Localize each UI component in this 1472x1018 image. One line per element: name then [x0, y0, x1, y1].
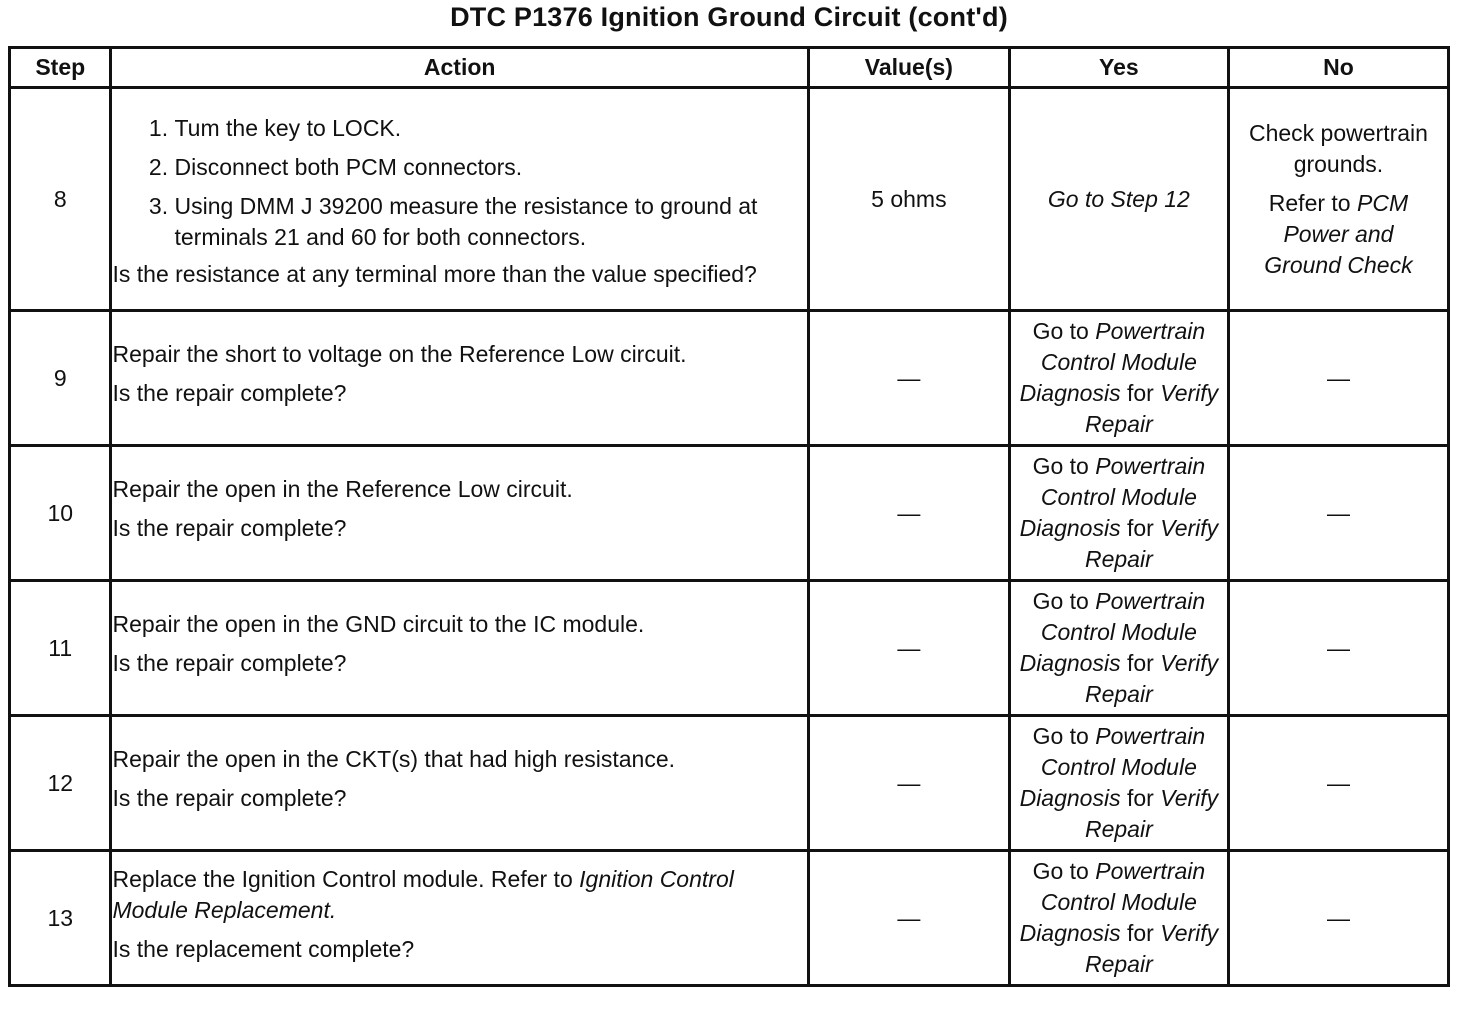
action-step: 2. Disconnect both PCM connectors.	[174, 152, 806, 183]
no-refer	[1230, 188, 1447, 281]
action-text: Repair the open in the Reference Low circuit.	[112, 476, 573, 502]
action-cell	[111, 581, 808, 716]
for-label: for	[1126, 785, 1154, 811]
header-yes: Yes	[1009, 48, 1228, 88]
procedure-link: Powertrain Control Module Diagnosis	[1019, 318, 1206, 406]
goto-label: Go to	[1032, 318, 1089, 344]
value-cell: —	[808, 851, 1009, 986]
yes-cell	[1009, 581, 1228, 716]
step-number: 11	[10, 581, 111, 716]
table-row	[10, 716, 1449, 851]
action-question: Is the resistance at any terminal more than the value specified?	[112, 260, 757, 287]
no-cell: —	[1228, 716, 1448, 851]
table-row	[10, 851, 1449, 986]
action-main: Replace the Ignition Control module. Refer to	[112, 865, 573, 892]
action-text: Repair the short to voltage on the Reference Low circuit.	[112, 341, 687, 367]
value-cell: —	[808, 446, 1009, 581]
action-question: Is the repair complete?	[112, 785, 347, 811]
yes-cell	[1009, 311, 1228, 446]
value-cell: —	[808, 581, 1009, 716]
goto-label: Go to	[1032, 453, 1089, 479]
action-cell	[111, 716, 808, 851]
action-text: Repair the open in the CKT(s) that had high resistance.	[112, 746, 676, 772]
step-number: 9	[10, 311, 111, 446]
no-cell: —	[1228, 311, 1448, 446]
no-instruction: Check powertrain grounds.	[1248, 119, 1428, 177]
header-values: Value(s)	[808, 48, 1009, 88]
procedure-link: Ignition Control Module Replacement.	[112, 865, 734, 923]
header-step: Step	[10, 48, 111, 88]
procedure-link: Powertrain Control Module Diagnosis	[1019, 453, 1206, 541]
step-number: 10	[10, 446, 111, 581]
no-cell: —	[1228, 851, 1448, 986]
goto-label: Go to	[1032, 588, 1089, 614]
table-row	[10, 311, 1449, 446]
value-cell: —	[808, 716, 1009, 851]
action-question: Is the repair complete?	[112, 515, 347, 541]
table-row	[10, 88, 1449, 311]
for-label: for	[1126, 515, 1154, 541]
procedure-link: Verify Repair	[1084, 515, 1219, 572]
step-number: 8	[10, 88, 111, 311]
action-question: Is the repair complete?	[112, 650, 347, 676]
value-cell: —	[808, 311, 1009, 446]
procedure-link: Verify Repair	[1084, 650, 1219, 707]
procedure-link: PCM Power and Ground Check	[1264, 189, 1413, 278]
action-cell	[111, 311, 808, 446]
action-cell	[111, 851, 808, 986]
procedure-link: Powertrain Control Module Diagnosis	[1019, 858, 1206, 946]
header-row	[10, 48, 1449, 88]
no-cell: —	[1228, 446, 1448, 581]
action-text	[112, 864, 806, 926]
action-cell	[111, 446, 808, 581]
no-cell	[1228, 88, 1448, 311]
yes-cell	[1009, 716, 1228, 851]
action-question: Is the replacement complete?	[112, 935, 415, 962]
refer-label: Refer to	[1268, 189, 1351, 216]
step-number: 13	[10, 851, 111, 986]
goto-label: Go to	[1032, 723, 1089, 749]
yes-cell: Go to Step 12	[1009, 88, 1228, 311]
page-title: DTC P1376 Ignition Ground Circuit (cont'd)	[450, 2, 1008, 32]
diagnostic-table	[8, 46, 1450, 987]
no-cell: —	[1228, 581, 1448, 716]
procedure-link: Powertrain Control Module Diagnosis	[1019, 723, 1206, 811]
for-label: for	[1126, 380, 1154, 406]
procedure-link: Verify Repair	[1084, 920, 1219, 977]
yes-cell	[1009, 446, 1228, 581]
header-no: No	[1228, 48, 1448, 88]
step-number: 12	[10, 716, 111, 851]
header-action: Action	[111, 48, 808, 88]
procedure-link: Verify Repair	[1084, 785, 1219, 842]
action-question: Is the repair complete?	[112, 380, 347, 406]
action-text: Repair the open in the GND circuit to the IC module.	[112, 611, 645, 637]
for-label: for	[1126, 650, 1154, 676]
action-step: 3. Using DMM J 39200 measure the resistance to ground at terminals 21 and 60 for both connectors.	[174, 191, 806, 253]
action-step: 1. Tum the key to LOCK.	[174, 113, 806, 144]
table-row	[10, 446, 1449, 581]
action-cell	[111, 88, 808, 311]
table-row	[10, 581, 1449, 716]
procedure-link: Verify Repair	[1084, 380, 1219, 437]
goto-label: Go to	[1032, 858, 1089, 884]
yes-cell	[1009, 851, 1228, 986]
action-steps-list	[112, 113, 806, 253]
procedure-link: Powertrain Control Module Diagnosis	[1019, 588, 1206, 676]
for-label: for	[1126, 920, 1154, 946]
value-cell: 5 ohms	[808, 88, 1009, 311]
